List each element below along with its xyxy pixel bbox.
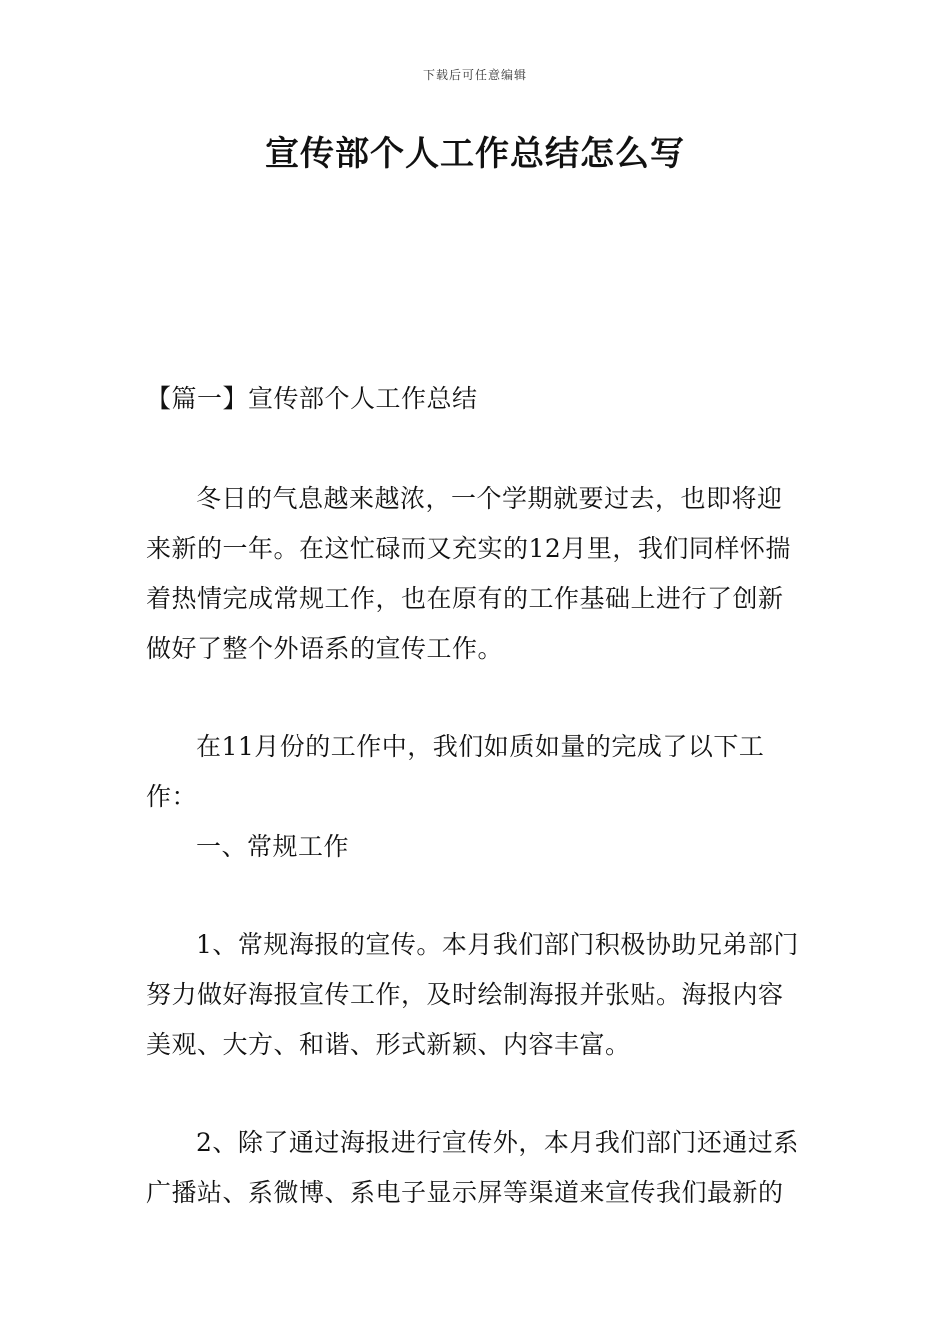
header-note: 下载后可任意编辑 (422, 68, 527, 82)
paragraph-intro: 冬日的气息越来越浓，一个学期就要过去，也即将迎来新的一年。在这忙碌而又充实的12月里，我们同样怀揣着热情完成常规工作，也在原有的工作基础上进行了创新做好了整个外语系的宣传工作。 (146, 484, 791, 663)
paragraph-poster-work: 1、常规海报的宣传。本月我们部门积极协助兄弟部门努力做好海报宣传工作，及时绘制海报并张贴。海报内容美观、大方、和谐、形式新颖、内容丰富。 (146, 930, 799, 1059)
paragraph-routine-work-heading: 一、常规工作 (196, 832, 350, 861)
section-heading: 【篇一】宣传部个人工作总结 (146, 384, 478, 413)
document-title: 宣传部个人工作总结怎么写 (265, 134, 685, 174)
paragraph-work-list-intro: 在11月份的工作中，我们如质如量的完成了以下工作： (146, 732, 765, 811)
paragraph-other-channels: 2、除了通过海报进行宣传外，本月我们部门还通过系广播站、系微博、系电子显示屏等渠道来宣传我们最新的 (146, 1128, 799, 1207)
